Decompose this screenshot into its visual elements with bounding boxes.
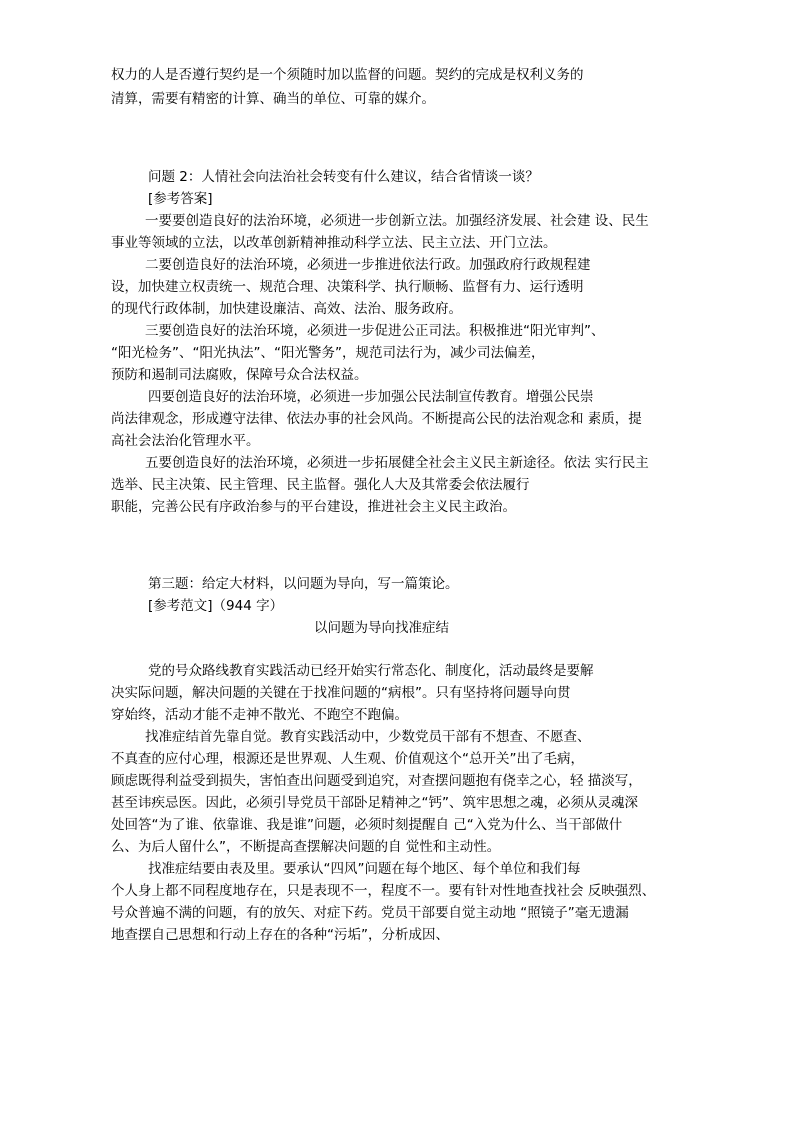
q2-p4-line-1: 四要创造良好的法治环境，必须进一步加强公民法制宣传教育。增强公民崇 [148,389,594,405]
essay-title: 以问题为导向找准症结 [314,620,449,636]
q2-p3-line-2: “阳光检务”、“阳光执法”、“阳光警务”，规范司法行为，减少司法偏差， [111,345,545,361]
q2-p2-line-1: 二要创造良好的法治环境，必须进一步推进依法行政。加强政府行政规程建 [145,257,591,273]
q2-p2-line-3: 的现代行政体制，加快建设廉洁、高效、法治、服务政府。 [111,301,462,317]
q2-p4-line-3: 高社会法治化管理水平。 [111,433,260,449]
q2-p3-line-1: 三要创造良好的法治环境，必须进一步促进公正司法。积极推进“阳光审判”、 [145,323,605,339]
essay-p1-line-2: 决实际问题，解决问题的关键在于找准问题的“病根”。只有坚持将问题导向贯 [111,685,571,701]
q2-p5-line-3: 职能，完善公民有序政治参与的平台建设，推进社会主义民主政治。 [111,499,516,515]
essay-p2-line-4: 甚至讳疾忌医。因此，必须引导党员干部卧足精神之“钙”、筑牢思想之魂，必须从灵魂深 [111,795,638,811]
intro-line-2: 清算，需要有精密的计算、确当的单位、可靠的媒介。 [111,91,435,107]
q2-p5-line-1: 五要创造良好的法治环境，必须进一步拓展健全社会主义民主新途径。依法 实行民主 [145,455,649,471]
essay-p2-line-3: 顾虑既得利益受到损失，害怕查出问题受到追究，对查摆问题抱有侥幸之心，轻 描淡写， [111,773,642,789]
essay-p3-line-2: 个人身上都不同程度地存在，只是表现不一，程度不一。要有针对性地查找社会 反映强烈、 [111,883,656,899]
answer-label: [参考答案] [148,191,213,207]
q2-p1-line-1: 一要要创造良好的法治环境，必须进一步创新立法。加强经济发展、社会建 设、民生 [145,213,649,229]
essay-p1-line-1: 党的号众路线教育实践活动已经开始实行常态化、制度化，活动最终是要解 [148,663,594,679]
sample-label: [参考范文]（944 字） [148,598,284,614]
essay-p3-line-1: 找准症结要由表及里。要承认“四风”问题在每个地区、每个单位和我们每 [148,861,581,877]
q2-p4-line-2: 尚法律观念，形成遵守法律、依法办事的社会风尚。不断提高公民的法治观念和 素质，提 [111,411,642,427]
essay-p3-line-3: 号众普遍不满的问题，有的放矢、对症下药。党员干部要自觉主动地 “照镜子”毫无遗漏 [111,905,629,921]
question-2: 问题 2：人情社会向法治社会转变有什么建议，结合省情谈一谈？ [148,169,539,185]
q2-p2-line-2: 设，加快建立权责统一、规范合理、决策科学、执行顺畅、监督有力、运行透明 [111,279,584,295]
intro-line-1: 权力的人是否遵行契约是一个须随时加以监督的问题。契约的完成是权利义务的 [111,67,584,83]
q2-p5-line-2: 选举、民主决策、民主管理、民主监督。强化人大及其常委会依法履行 [111,477,530,493]
essay-p1-line-3: 穿始终，活动才能不走神不散光、不跑空不跑偏。 [111,707,408,723]
q2-p1-line-2: 事业等领域的立法，以改革创新精神推动科学立法、民主立法、开门立法。 [111,235,557,251]
essay-p2-line-2: 不真查的应付心理，根源还是世界观、人生观、价值观这个“总开关”出了毛病， [111,751,584,767]
q2-p3-line-3: 预防和遏制司法腐败，保障号众合法权益。 [111,367,368,383]
essay-p2-line-6: 么、为后人留什么”，不断提高查摆解决问题的自 觉性和主动性。 [111,839,501,855]
essay-p3-line-4: 地查摆自己思想和行动上存在的各种“污垢”，分析成因、 [111,927,449,943]
question-3: 第三题：给定大材料，以问题为导向，写一篇策论。 [148,576,459,592]
essay-p2-line-5: 处回答“为了谁、依靠谁、我是谁”问题，必须时刻提醒自 己“入党为什么、当干部做什 [111,817,623,833]
essay-p2-line-1: 找准症结首先靠自觉。教育实践活动中，少数党员干部有不想查、不愿查、 [145,729,591,745]
